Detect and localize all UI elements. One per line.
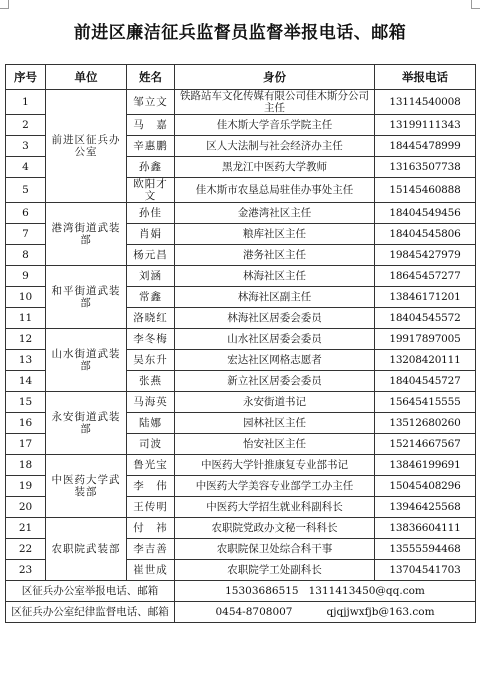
table-row — [6, 455, 476, 476]
row-name: 鲁光宝 — [127, 455, 175, 476]
row-identity: 金港湾社区主任 — [175, 203, 375, 224]
unit-cell: 农职院武装部 — [46, 518, 127, 581]
footer-office-phone: 15303686515 — [225, 585, 299, 597]
row-phone: 18404545727 — [375, 371, 476, 392]
header-name: 姓名 — [127, 65, 175, 90]
row-identity: 粮库社区主任 — [175, 224, 375, 245]
row-number: 6 — [6, 203, 46, 224]
row-name: 陆娜 — [127, 413, 175, 434]
row-identity: 怡安社区主任 — [175, 434, 375, 455]
row-phone: 15214667567 — [375, 434, 476, 455]
row-name: 李冬梅 — [127, 329, 175, 350]
row-name: 辛惠鹏 — [127, 136, 175, 157]
row-identity: 农职院学工处副科长 — [175, 560, 375, 581]
row-name: 张燕 — [127, 371, 175, 392]
row-number: 15 — [6, 392, 46, 413]
footer-discipline-email: qjqjjwxfjb@163.com — [326, 606, 435, 618]
row-phone: 13846171201 — [375, 287, 476, 308]
row-identity: 佳木斯大学音乐学院主任 — [175, 115, 375, 136]
unit-cell: 中医药大学武装部 — [46, 455, 127, 518]
row-identity: 港务社区主任 — [175, 245, 375, 266]
row-number: 9 — [6, 266, 46, 287]
table-row — [6, 266, 476, 287]
row-phone: 15045408296 — [375, 476, 476, 497]
row-number: 13 — [6, 350, 46, 371]
row-identity: 农职院党政办文秘一科科长 — [175, 518, 375, 539]
row-number: 21 — [6, 518, 46, 539]
row-name: 孙佳 — [127, 203, 175, 224]
row-number: 14 — [6, 371, 46, 392]
row-number: 4 — [6, 157, 46, 178]
row-number: 1 — [6, 90, 46, 115]
row-phone: 13114540008 — [375, 90, 476, 115]
unit-cell: 山水街道武装部 — [46, 329, 127, 392]
row-number: 19 — [6, 476, 46, 497]
footer-discipline-phone: 0454-8708007 — [215, 606, 293, 618]
table-row — [6, 392, 476, 413]
row-name: 杨元昌 — [127, 245, 175, 266]
footer-office-label: 区征兵办公室举报电话、邮箱 — [6, 581, 175, 602]
row-identity: 农职院保卫处综合科干事 — [175, 539, 375, 560]
row-identity: 新立社区居委会委员 — [175, 371, 375, 392]
row-name: 司波 — [127, 434, 175, 455]
row-name: 刘涵 — [127, 266, 175, 287]
row-number: 8 — [6, 245, 46, 266]
row-phone: 18404549456 — [375, 203, 476, 224]
row-phone: 18404545572 — [375, 308, 476, 329]
row-identity: 铁路站车文化传媒有限公司佳木斯分公司主任 — [175, 90, 375, 115]
row-name: 王传明 — [127, 497, 175, 518]
page-title: 前进区廉洁征兵监督员监督举报电话、邮箱 — [73, 23, 407, 43]
footer-office-contact — [175, 581, 476, 602]
row-phone: 18404545806 — [375, 224, 476, 245]
row-phone: 18645457277 — [375, 266, 476, 287]
row-name: 欧阳才文 — [127, 178, 175, 203]
unit-cell: 和平街道武装部 — [46, 266, 127, 329]
row-phone: 13836604111 — [375, 518, 476, 539]
row-number: 20 — [6, 497, 46, 518]
table-row — [6, 90, 476, 115]
row-phone: 13946425568 — [375, 497, 476, 518]
row-number: 11 — [6, 308, 46, 329]
row-identity: 中医药大学针推康复专业部书记 — [175, 455, 375, 476]
row-phone: 19917897005 — [375, 329, 476, 350]
row-identity: 林海社区副主任 — [175, 287, 375, 308]
row-phone: 15645415555 — [375, 392, 476, 413]
row-number: 23 — [6, 560, 46, 581]
row-name: 邹立文 — [127, 90, 175, 115]
unit-cell: 永安街道武装部 — [46, 392, 127, 455]
table-header-row — [6, 65, 476, 90]
row-number: 16 — [6, 413, 46, 434]
row-number: 2 — [6, 115, 46, 136]
table-row — [6, 329, 476, 350]
row-number: 22 — [6, 539, 46, 560]
row-name: 马 嘉 — [127, 115, 175, 136]
header-identity: 身份 — [175, 65, 375, 90]
row-name: 吴东升 — [127, 350, 175, 371]
row-number: 12 — [6, 329, 46, 350]
row-identity: 永安街道书记 — [175, 392, 375, 413]
row-phone: 18445478999 — [375, 136, 476, 157]
row-name: 李 伟 — [127, 476, 175, 497]
row-phone: 15145460888 — [375, 178, 476, 203]
row-name: 常鑫 — [127, 287, 175, 308]
row-identity: 宏达社区网格志愿者 — [175, 350, 375, 371]
header-unit: 单位 — [46, 65, 127, 90]
row-identity: 中医药大学美容专业部学工办主任 — [175, 476, 375, 497]
page-corner-mark-left — [0, 0, 9, 9]
footer-office-email: 1311413450@qq.com — [308, 585, 425, 597]
header-seq: 序号 — [6, 65, 46, 90]
row-phone: 13512680260 — [375, 413, 476, 434]
row-phone: 13555594468 — [375, 539, 476, 560]
row-phone: 13704541703 — [375, 560, 476, 581]
row-number: 10 — [6, 287, 46, 308]
report-table — [5, 64, 476, 623]
row-identity: 黑龙江中医药大学教师 — [175, 157, 375, 178]
footer-discipline-contact — [175, 602, 476, 623]
row-name: 李吉善 — [127, 539, 175, 560]
row-name: 肖娟 — [127, 224, 175, 245]
row-name: 孙鑫 — [127, 157, 175, 178]
row-phone: 13199111343 — [375, 115, 476, 136]
row-phone: 13846199691 — [375, 455, 476, 476]
unit-cell: 前进区征兵办公室 — [46, 90, 127, 203]
row-name: 崔世成 — [127, 560, 175, 581]
row-identity: 山水社区居委会委员 — [175, 329, 375, 350]
row-identity: 林海社区居委会委员 — [175, 308, 375, 329]
row-phone: 19845427979 — [375, 245, 476, 266]
footer-row-office — [6, 581, 476, 602]
row-phone: 13208420111 — [375, 350, 476, 371]
row-phone: 13163507738 — [375, 157, 476, 178]
row-identity: 佳木斯市农垦总局驻佳办事处主任 — [175, 178, 375, 203]
row-name: 马海英 — [127, 392, 175, 413]
footer-discipline-label: 区征兵办公室纪律监督电话、邮箱 — [6, 602, 175, 623]
unit-cell: 港湾街道武装部 — [46, 203, 127, 266]
row-number: 5 — [6, 178, 46, 203]
page-corner-mark-right — [471, 0, 480, 9]
header-phone: 举报电话 — [375, 65, 476, 90]
row-number: 7 — [6, 224, 46, 245]
row-identity: 园林社区主任 — [175, 413, 375, 434]
table-row — [6, 518, 476, 539]
row-identity: 中医药大学招生就业科副科长 — [175, 497, 375, 518]
row-number: 3 — [6, 136, 46, 157]
row-identity: 区人大法制与社会经济办主任 — [175, 136, 375, 157]
table-row — [6, 203, 476, 224]
row-number: 18 — [6, 455, 46, 476]
row-name: 付 祎 — [127, 518, 175, 539]
footer-row-discipline — [6, 602, 476, 623]
row-identity: 林海社区主任 — [175, 266, 375, 287]
row-name: 洛晓红 — [127, 308, 175, 329]
row-number: 17 — [6, 434, 46, 455]
